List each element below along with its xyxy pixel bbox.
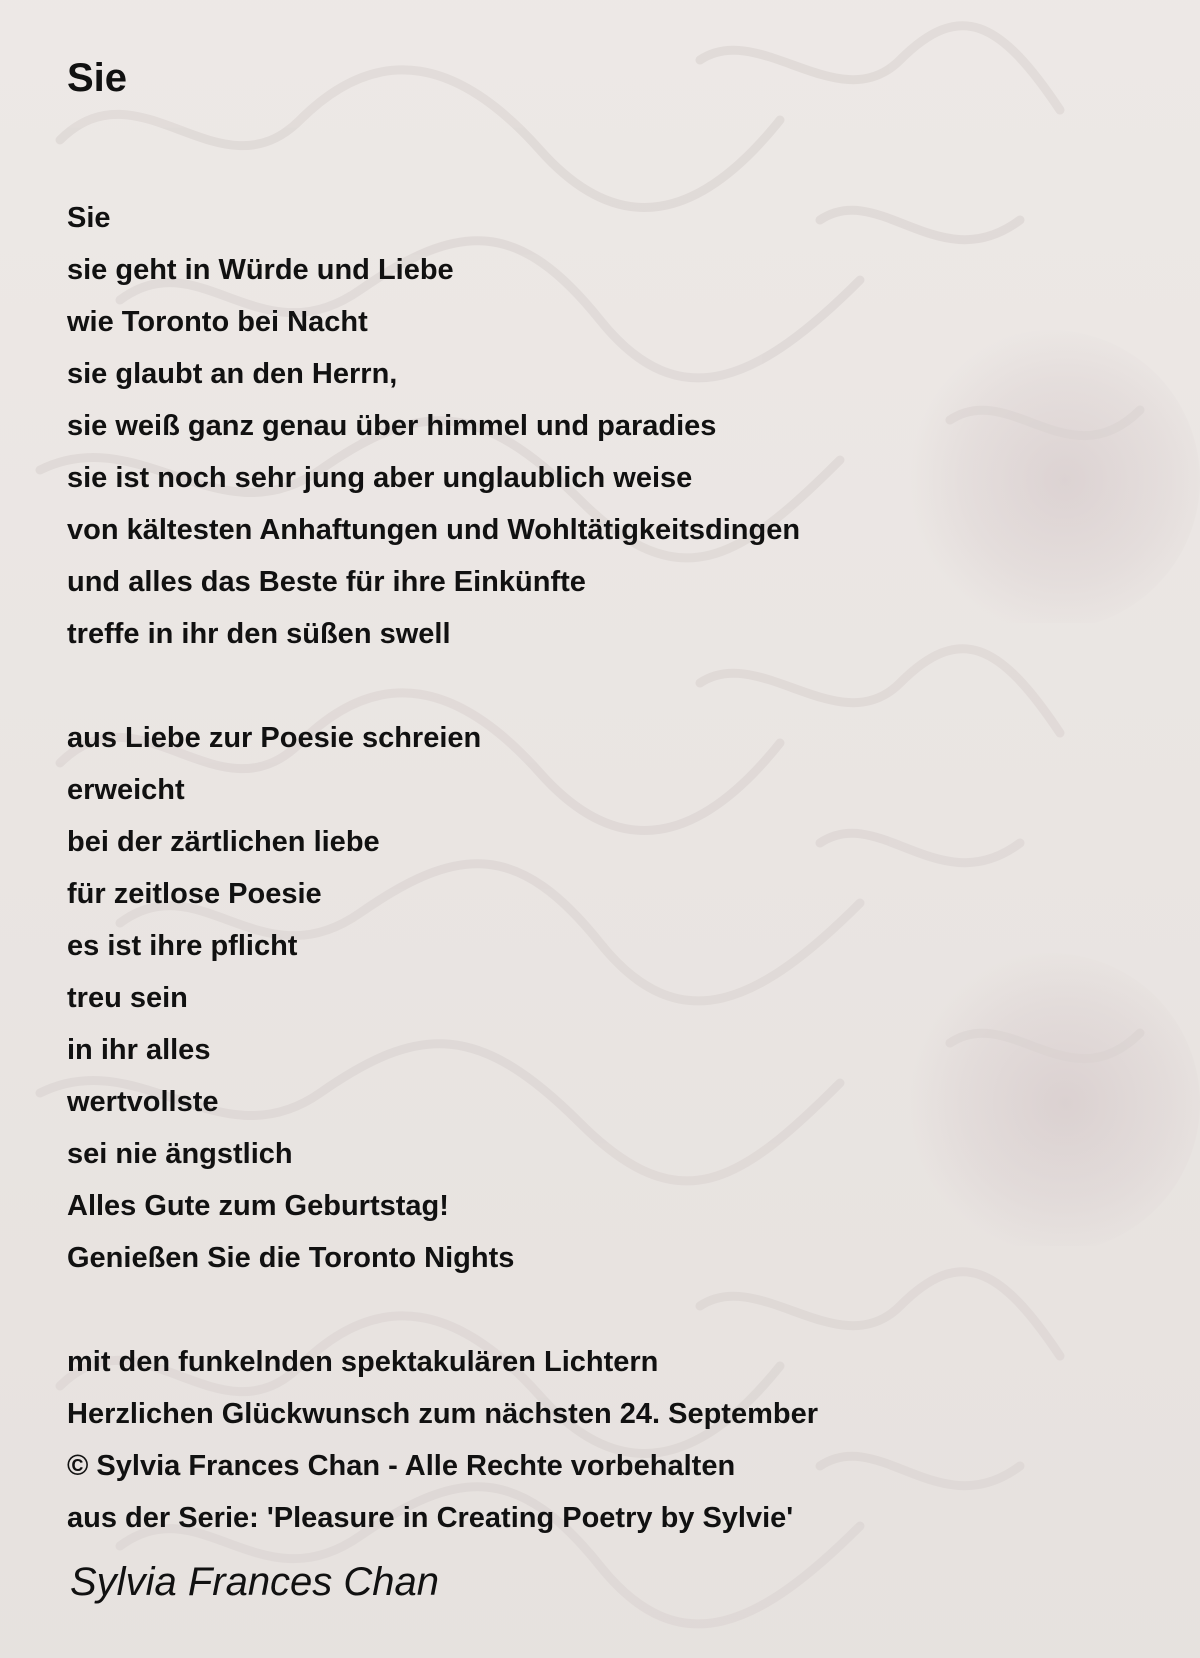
poem-line: treu sein: [67, 982, 188, 1014]
poem-line: Genießen Sie die Toronto Nights: [67, 1242, 515, 1274]
poem-line: treffe in ihr den süßen swell: [67, 618, 451, 650]
poem-stanza: [67, 1336, 1147, 1544]
poem-line: sie glaubt an den Herrn,: [67, 358, 398, 390]
poem-line: es ist ihre pflicht: [67, 930, 298, 962]
poem-line: bei der zärtlichen liebe: [67, 826, 380, 858]
poem-content: [67, 48, 1147, 1596]
poem-title: Sie: [67, 56, 128, 100]
poem-line: Sie: [67, 202, 111, 234]
poem-line: erweicht: [67, 774, 185, 806]
poem-line: mit den funkelnden spektakulären Lichtern: [67, 1346, 659, 1378]
poem-line: sie weiß ganz genau über himmel und paradies: [67, 410, 717, 442]
poem-line: © Sylvia Frances Chan - Alle Rechte vorbehalten: [67, 1450, 736, 1482]
poem-line: sei nie ängstlich: [67, 1138, 293, 1170]
poem-line: aus der Serie: 'Pleasure in Creating Poetry by Sylvie': [67, 1502, 794, 1534]
poem-line: aus Liebe zur Poesie schreien: [67, 722, 482, 754]
poem-line: sie ist noch sehr jung aber unglaublich weise: [67, 462, 693, 494]
poem-stanza: [67, 192, 1147, 660]
poem-body: [67, 192, 1147, 1544]
poem-line: in ihr alles: [67, 1034, 211, 1066]
poem-line: wertvollste: [67, 1086, 219, 1118]
poem-line: und alles das Beste für ihre Einkünfte: [67, 566, 586, 598]
poem-line: wie Toronto bei Nacht: [67, 306, 368, 338]
poem-line: für zeitlose Poesie: [67, 878, 322, 910]
poem-line: von kältesten Anhaftungen und Wohltätigkeitsdingen: [67, 514, 801, 546]
poem-line: Herzlichen Glückwunsch zum nächsten 24. September: [67, 1398, 818, 1430]
poem-line: sie geht in Würde und Liebe: [67, 254, 454, 286]
poem-stanza: [67, 712, 1147, 1284]
poem-author: Sylvia Frances Chan: [70, 1560, 440, 1604]
poem-line: Alles Gute zum Geburtstag!: [67, 1190, 449, 1222]
